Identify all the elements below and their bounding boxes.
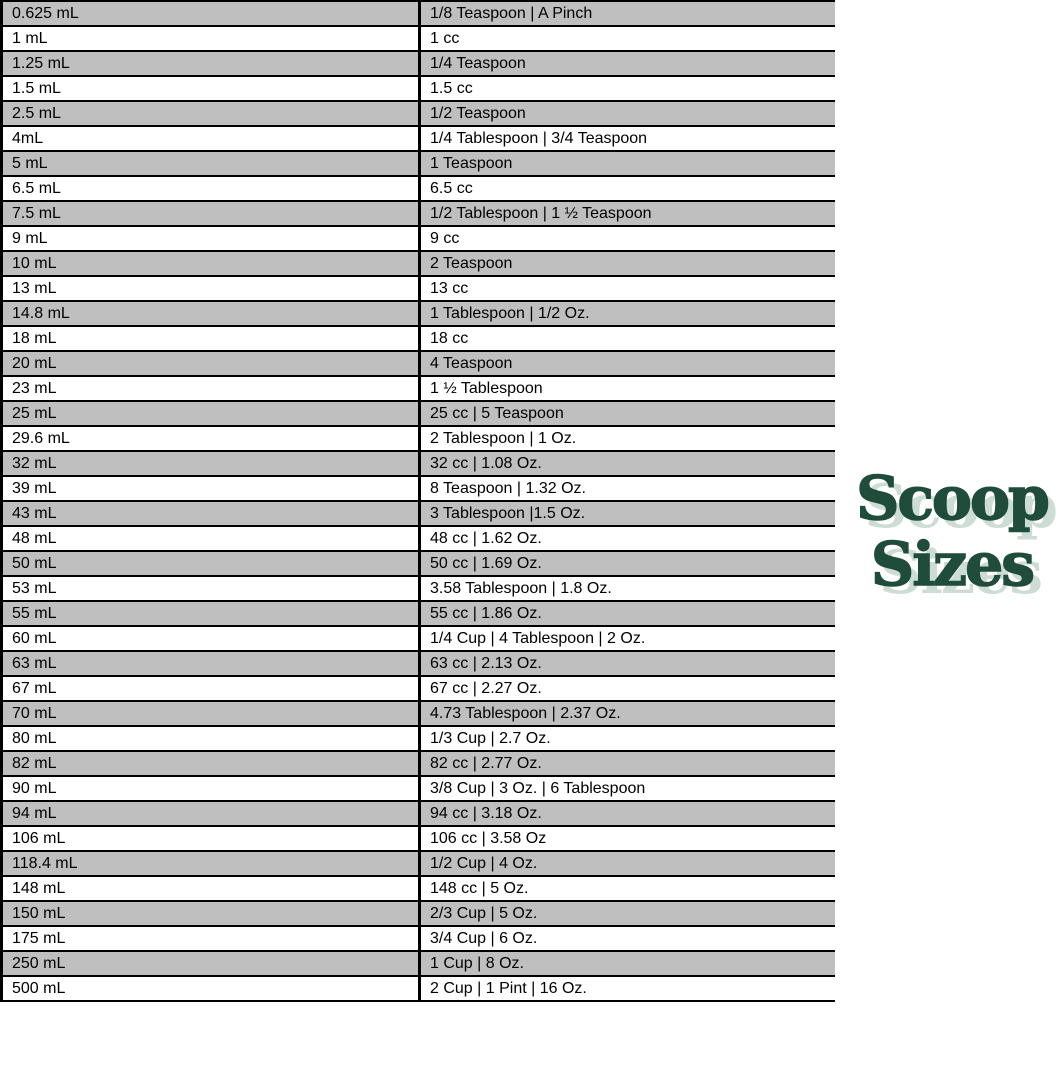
equivalent-cell: 1 ½ Tablespoon xyxy=(420,376,835,401)
table-row xyxy=(2,651,835,676)
table-row xyxy=(2,1,835,26)
ml-cell: 63 mL xyxy=(2,651,420,676)
table-row xyxy=(2,226,835,251)
ml-cell: 25 mL xyxy=(2,401,420,426)
ml-cell: 7.5 mL xyxy=(2,201,420,226)
table-row xyxy=(2,426,835,451)
equivalent-cell: 2 Tablespoon | 1 Oz. xyxy=(420,426,835,451)
ml-cell: 0.625 mL xyxy=(2,1,420,26)
table-row xyxy=(2,176,835,201)
table-row xyxy=(2,301,835,326)
equivalent-cell: 1 Teaspoon xyxy=(420,151,835,176)
table-row xyxy=(2,876,835,901)
equivalent-cell: 3/4 Cup | 6 Oz. xyxy=(420,926,835,951)
ml-cell: 90 mL xyxy=(2,776,420,801)
equivalent-cell: 13 cc xyxy=(420,276,835,301)
ml-cell: 14.8 mL xyxy=(2,301,420,326)
table-row xyxy=(2,451,835,476)
ml-cell: 94 mL xyxy=(2,801,420,826)
ml-cell: 500 mL xyxy=(2,976,420,1001)
table-row xyxy=(2,601,835,626)
ml-cell: 6.5 mL xyxy=(2,176,420,201)
conversion-table-body xyxy=(2,1,835,1001)
ml-cell: 10 mL xyxy=(2,251,420,276)
ml-cell: 175 mL xyxy=(2,926,420,951)
table-row xyxy=(2,951,835,976)
table-row xyxy=(2,401,835,426)
equivalent-cell: 1/4 Teaspoon xyxy=(420,51,835,76)
table-row xyxy=(2,576,835,601)
table-row xyxy=(2,526,835,551)
equivalent-cell: 18 cc xyxy=(420,326,835,351)
equivalent-cell: 4.73 Tablespoon | 2.37 Oz. xyxy=(420,701,835,726)
table-row xyxy=(2,851,835,876)
equivalent-cell: 106 cc | 3.58 Oz xyxy=(420,826,835,851)
ml-cell: 5 mL xyxy=(2,151,420,176)
ml-cell: 48 mL xyxy=(2,526,420,551)
ml-cell: 13 mL xyxy=(2,276,420,301)
equivalent-cell: 67 cc | 2.27 Oz. xyxy=(420,676,835,701)
ml-cell: 32 mL xyxy=(2,451,420,476)
ml-cell: 53 mL xyxy=(2,576,420,601)
table-row xyxy=(2,351,835,376)
ml-cell: 67 mL xyxy=(2,676,420,701)
table-row xyxy=(2,376,835,401)
ml-cell: 9 mL xyxy=(2,226,420,251)
equivalent-cell: 48 cc | 1.62 Oz. xyxy=(420,526,835,551)
ml-cell: 70 mL xyxy=(2,701,420,726)
equivalent-cell: 3.58 Tablespoon | 1.8 Oz. xyxy=(420,576,835,601)
table-row xyxy=(2,476,835,501)
ml-cell: 148 mL xyxy=(2,876,420,901)
table-row xyxy=(2,826,835,851)
ml-cell: 118.4 mL xyxy=(2,851,420,876)
ml-cell: 4mL xyxy=(2,126,420,151)
table-row xyxy=(2,76,835,101)
scoop-sizes-logo xyxy=(843,466,1061,598)
equivalent-cell: 2/3 Cup | 5 Oz. xyxy=(420,901,835,926)
equivalent-cell: 1/8 Teaspoon | A Pinch xyxy=(420,1,835,26)
ml-cell: 39 mL xyxy=(2,476,420,501)
ml-cell: 60 mL xyxy=(2,626,420,651)
equivalent-cell: 1/2 Teaspoon xyxy=(420,101,835,126)
table-row xyxy=(2,326,835,351)
table-row xyxy=(2,51,835,76)
equivalent-cell: 50 cc | 1.69 Oz. xyxy=(420,551,835,576)
ml-cell: 80 mL xyxy=(2,726,420,751)
equivalent-cell: 2 Cup | 1 Pint | 16 Oz. xyxy=(420,976,835,1001)
table-row xyxy=(2,801,835,826)
equivalent-cell: 94 cc | 3.18 Oz. xyxy=(420,801,835,826)
table-row xyxy=(2,726,835,751)
ml-cell: 82 mL xyxy=(2,751,420,776)
ml-cell: 150 mL xyxy=(2,901,420,926)
equivalent-cell: 32 cc | 1.08 Oz. xyxy=(420,451,835,476)
equivalent-cell: 4 Teaspoon xyxy=(420,351,835,376)
ml-cell: 1 mL xyxy=(2,26,420,51)
equivalent-cell: 2 Teaspoon xyxy=(420,251,835,276)
table-row xyxy=(2,126,835,151)
equivalent-cell: 1/2 Tablespoon | 1 ½ Teaspoon xyxy=(420,201,835,226)
equivalent-cell: 1/4 Cup | 4 Tablespoon | 2 Oz. xyxy=(420,626,835,651)
equivalent-cell: 1.5 cc xyxy=(420,76,835,101)
table-row xyxy=(2,676,835,701)
equivalent-cell: 25 cc | 5 Teaspoon xyxy=(420,401,835,426)
equivalent-cell: 9 cc xyxy=(420,226,835,251)
ml-cell: 20 mL xyxy=(2,351,420,376)
ml-cell: 106 mL xyxy=(2,826,420,851)
ml-cell: 50 mL xyxy=(2,551,420,576)
logo-line-2: Sizes xyxy=(870,530,1034,600)
table-row xyxy=(2,901,835,926)
ml-cell: 55 mL xyxy=(2,601,420,626)
table-row xyxy=(2,751,835,776)
ml-cell: 23 mL xyxy=(2,376,420,401)
table-row xyxy=(2,276,835,301)
equivalent-cell: 8 Teaspoon | 1.32 Oz. xyxy=(420,476,835,501)
ml-cell: 29.6 mL xyxy=(2,426,420,451)
table-row xyxy=(2,551,835,576)
equivalent-cell: 1/4 Tablespoon | 3/4 Teaspoon xyxy=(420,126,835,151)
table-row xyxy=(2,201,835,226)
table-row xyxy=(2,626,835,651)
table-row xyxy=(2,26,835,51)
equivalent-cell: 3/8 Cup | 3 Oz. | 6 Tablespoon xyxy=(420,776,835,801)
ml-cell: 250 mL xyxy=(2,951,420,976)
equivalent-cell: 55 cc | 1.86 Oz. xyxy=(420,601,835,626)
table-row xyxy=(2,501,835,526)
table-row xyxy=(2,151,835,176)
ml-cell: 2.5 mL xyxy=(2,101,420,126)
equivalent-cell: 3 Tablespoon |1.5 Oz. xyxy=(420,501,835,526)
table-row xyxy=(2,101,835,126)
equivalent-cell: 63 cc | 2.13 Oz. xyxy=(420,651,835,676)
ml-cell: 1.25 mL xyxy=(2,51,420,76)
equivalent-cell: 1 Cup | 8 Oz. xyxy=(420,951,835,976)
equivalent-cell: 148 cc | 5 Oz. xyxy=(420,876,835,901)
table-row xyxy=(2,976,835,1001)
equivalent-cell: 1/3 Cup | 2.7 Oz. xyxy=(420,726,835,751)
equivalent-cell: 1 cc xyxy=(420,26,835,51)
ml-cell: 18 mL xyxy=(2,326,420,351)
table-row xyxy=(2,926,835,951)
logo-line-1: Scoop xyxy=(856,464,1048,534)
equivalent-cell: 82 cc | 2.77 Oz. xyxy=(420,751,835,776)
table-row xyxy=(2,251,835,276)
ml-cell: 1.5 mL xyxy=(2,76,420,101)
table-row xyxy=(2,776,835,801)
table-row xyxy=(2,701,835,726)
equivalent-cell: 6.5 cc xyxy=(420,176,835,201)
equivalent-cell: 1 Tablespoon | 1/2 Oz. xyxy=(420,301,835,326)
ml-cell: 43 mL xyxy=(2,501,420,526)
equivalent-cell: 1/2 Cup | 4 Oz. xyxy=(420,851,835,876)
